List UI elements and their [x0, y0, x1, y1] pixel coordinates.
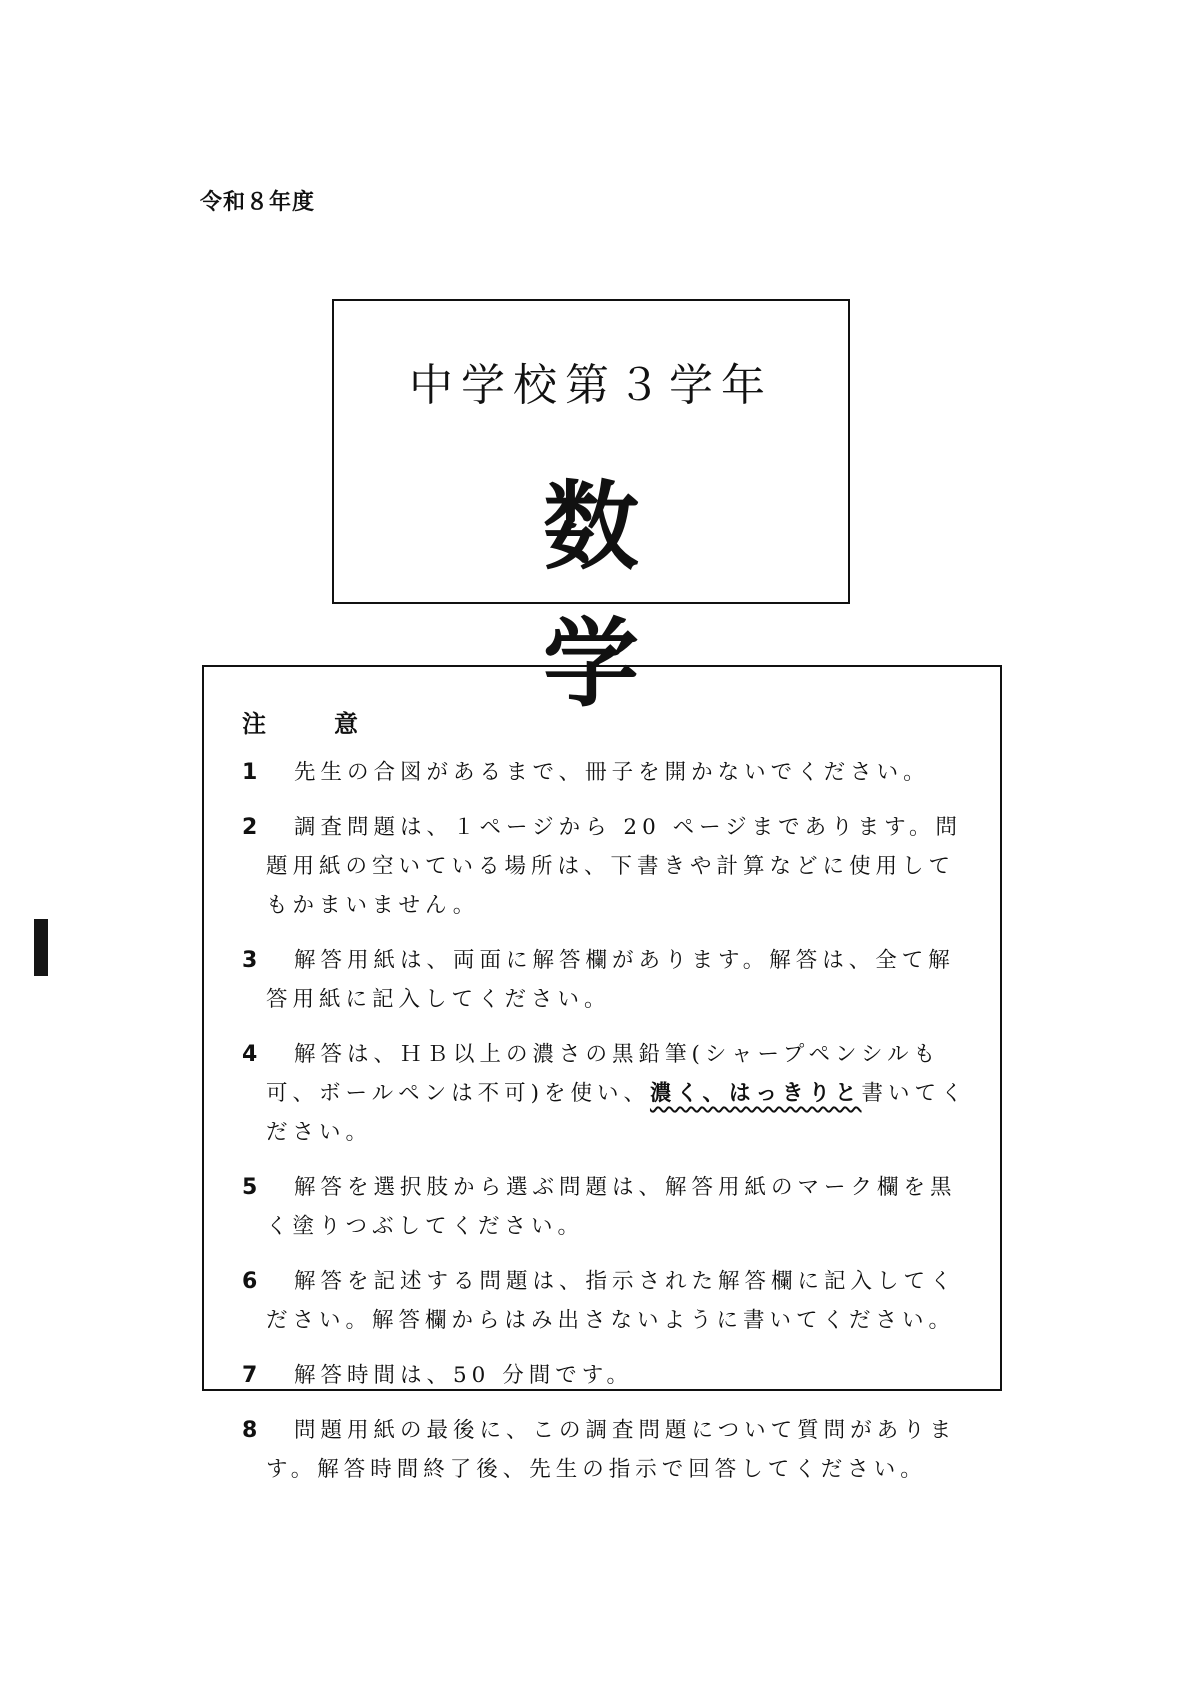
notice-item [242, 941, 972, 1019]
item-text: 解答時間は、50 分間です。 [294, 1363, 633, 1388]
grade-title: 中学校第３学年 [409, 360, 773, 411]
item-text: 解答を記述する問題は、指示された解答欄に記入してください。解答欄からはみ出さないように書いてください。 [266, 1269, 957, 1333]
notice-item [242, 1035, 972, 1152]
item-number: 5 [242, 1175, 258, 1200]
item-text: 調査問題は、１ページから 20 ページまであります。問題用紙の空いている場所は、下書きや計算などに使用してもかまいません。 [266, 815, 962, 918]
margin-mark [34, 919, 48, 976]
item-number: 2 [242, 815, 258, 840]
notice-item [242, 1168, 972, 1246]
notice-item [242, 753, 972, 792]
item-number: 3 [242, 948, 258, 973]
item-text-before: 解答は、ＨＢ以上の濃さの黒鉛筆(シャープペンシルも可、ボールペンは不可)を使い、 [266, 1042, 940, 1106]
item-text-after: 書いてください。 [266, 1081, 968, 1145]
item-number: 6 [242, 1269, 258, 1294]
notice-item [242, 1262, 972, 1340]
item-number: 7 [242, 1363, 258, 1388]
item-text: 解答用紙は、両面に解答欄があります。解答は、全て解答用紙に記入してください。 [266, 948, 955, 1012]
emphasis-text: 濃く、はっきりと [649, 1081, 862, 1106]
title-box [332, 299, 855, 720]
item-text [242, 1035, 972, 1152]
item-number: 8 [242, 1418, 258, 1443]
item-text: 先生の合図があるまで、冊子を開かないでください。 [294, 760, 930, 785]
notice-item [242, 1356, 972, 1395]
subject-title: 数 学 [543, 471, 855, 720]
notice-heading: 注 意 [242, 710, 380, 738]
notice-item [242, 1411, 972, 1489]
item-number: 4 [242, 1042, 258, 1067]
item-text: 解答を選択肢から選ぶ問題は、解答用紙のマーク欄を黒く塗りつぶしてください。 [266, 1175, 957, 1239]
notice-list [242, 753, 972, 1505]
notice-item [242, 808, 972, 925]
notice-box [202, 665, 1002, 1482]
exam-year: 令和８年度 [200, 190, 316, 215]
item-text: 問題用紙の最後に、この調査問題について質問があります。解答時間終了後、先生の指示で回答してください。 [266, 1418, 957, 1482]
item-number: 1 [242, 760, 258, 785]
